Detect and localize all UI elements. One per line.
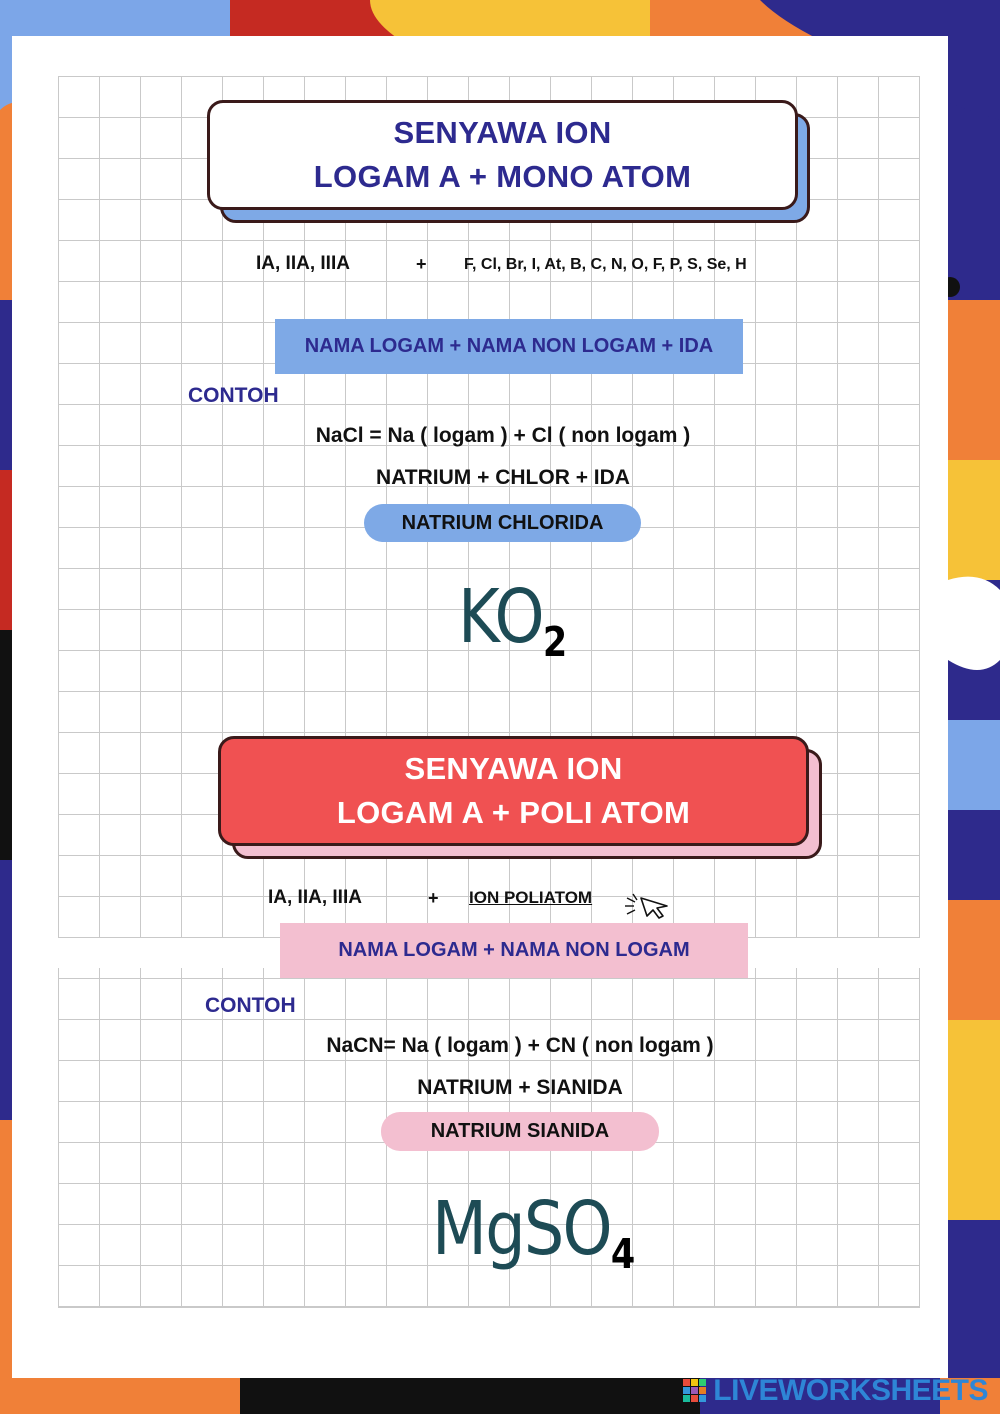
- section1-plus-sign: +: [416, 254, 427, 274]
- section2-title-box: [218, 736, 809, 846]
- cursor-click-icon: [623, 892, 673, 922]
- section2-title-line2: LOGAM A + POLI ATOM: [336, 795, 691, 830]
- section2-example-parts: NATRIUM + SIANIDA: [417, 1076, 623, 1099]
- section1-exercise-subscript: 2: [542, 618, 568, 667]
- section1-example-result: NATRIUM CHLORIDA: [364, 504, 641, 542]
- section2-plus-sign: +: [428, 888, 439, 908]
- section1-example-label: CONTOH: [188, 384, 279, 407]
- liveworksheets-logo-icon: [683, 1379, 707, 1403]
- section2-example-formula: NaCN= Na ( logam ) + CN ( non logam ): [326, 1034, 714, 1057]
- section2-example-label: CONTOH: [205, 994, 296, 1017]
- liveworksheets-brand-text: LIVEWORKSHEETS: [713, 1374, 988, 1407]
- section1-title-line1: SENYAWA ION: [393, 115, 612, 150]
- section1-nonmetal-list: F, Cl, Br, I, At, B, C, N, O, F, P, S, Se, H: [464, 256, 747, 273]
- liveworksheets-footer[interactable]: [683, 1374, 988, 1408]
- section2-exercise-formula: [432, 1186, 635, 1278]
- section2-title-line1: SENYAWA ION: [404, 751, 623, 786]
- section1-title-line2: LOGAM A + MONO ATOM: [313, 159, 692, 194]
- section2-exercise-main: MgSO: [432, 1186, 611, 1272]
- section2-exercise-subscript: 4: [610, 1230, 636, 1279]
- section1-exercise-formula: [458, 574, 567, 666]
- section2-polyatom-label: ION POLIATOM: [469, 888, 593, 907]
- section1-example-formula: NaCl = Na ( logam ) + Cl ( non logam ): [315, 424, 691, 447]
- section2-naming-rule: NAMA LOGAM + NAMA NON LOGAM: [280, 923, 748, 978]
- section1-example-parts: NATRIUM + CHLOR + IDA: [376, 466, 630, 489]
- section1-naming-rule: NAMA LOGAM + NAMA NON LOGAM + IDA: [275, 319, 743, 374]
- section2-example-result: NATRIUM SIANIDA: [381, 1112, 659, 1151]
- section1-title-box: [207, 100, 798, 210]
- section1-exercise-main: KO: [458, 574, 543, 660]
- section2-metal-groups: IA, IIA, IIIA: [268, 887, 362, 908]
- section1-metal-groups: IA, IIA, IIIA: [256, 253, 350, 274]
